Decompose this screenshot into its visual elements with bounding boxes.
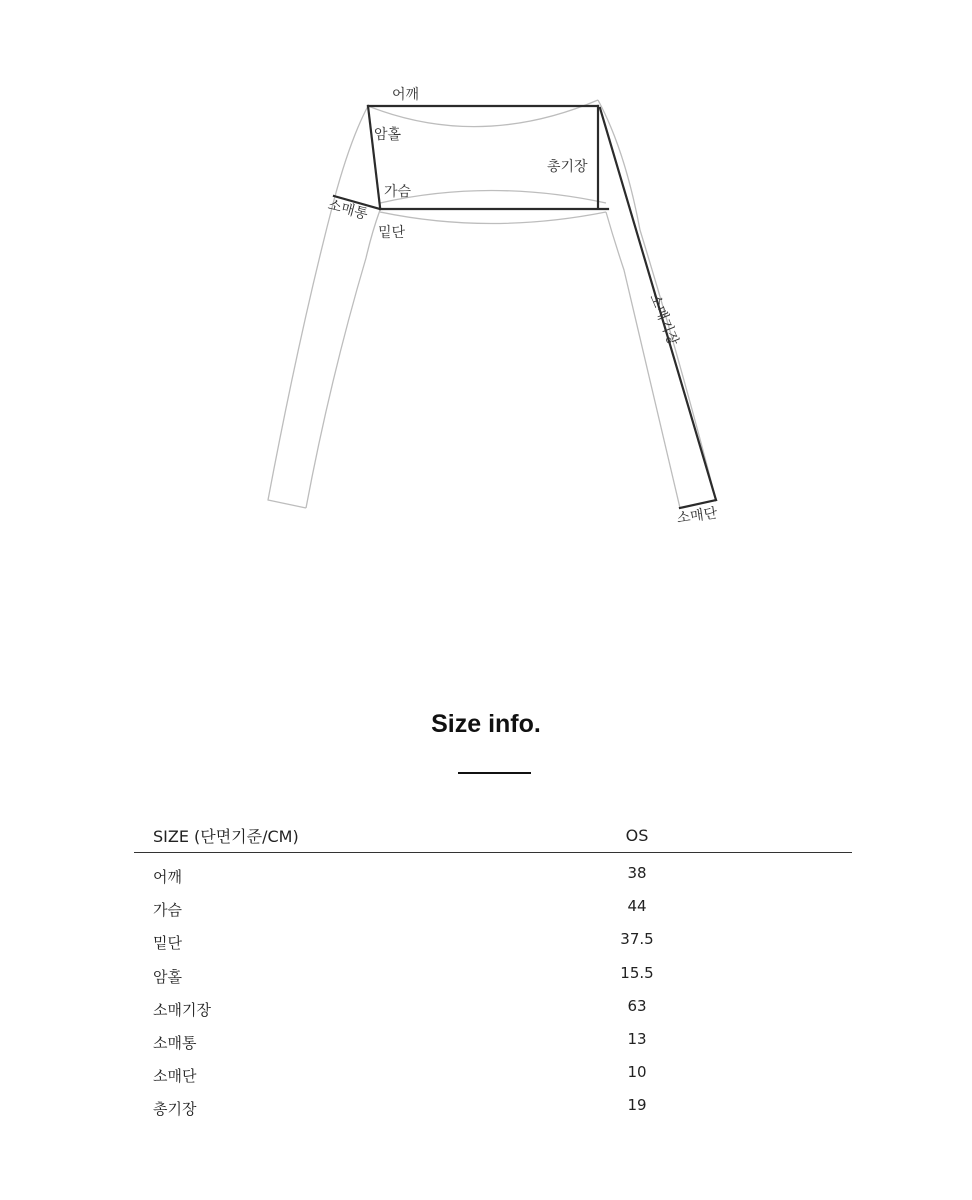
- row-label: 소매통: [153, 1033, 197, 1052]
- table-row: [134, 854, 852, 887]
- row-label: 소매기장: [153, 1000, 211, 1019]
- row-value: 63: [627, 996, 647, 1015]
- table-row: [134, 954, 852, 987]
- sleeve-length-label: 소매기장: [646, 291, 682, 348]
- armhole-label: 암홀: [374, 127, 402, 143]
- sleeve-width-label: 소매통: [326, 197, 370, 223]
- hem-label: 밑단: [378, 225, 406, 241]
- table-row: [134, 887, 852, 920]
- table-row: [134, 987, 852, 1020]
- shoulder-label: 어깨: [392, 87, 420, 103]
- row-label: 소매단: [153, 1067, 197, 1086]
- table-row: [134, 1053, 852, 1086]
- table-row: [134, 1086, 852, 1119]
- row-label: 가슴: [153, 901, 182, 920]
- table-row: [134, 920, 852, 953]
- row-value: 19: [627, 1096, 647, 1115]
- row-value: 10: [627, 1063, 647, 1082]
- row-label: 밑단: [153, 934, 182, 953]
- row-value: 13: [627, 1029, 647, 1048]
- title-underline: [458, 772, 531, 774]
- table-header: [134, 818, 852, 853]
- table-row: [134, 1020, 852, 1053]
- size-table: [134, 818, 852, 1120]
- row-label: 총기장: [153, 1100, 197, 1119]
- chest-label: 가슴: [384, 184, 412, 200]
- row-label: 어깨: [153, 868, 182, 886]
- row-label: 암홀: [153, 967, 182, 986]
- size-info-title: Size info.: [431, 710, 541, 738]
- row-value: 44: [627, 897, 647, 916]
- row-value: 37.5: [620, 930, 654, 949]
- row-value: 38: [627, 864, 647, 882]
- garment-diagram: [0, 0, 972, 560]
- total-length-label: 총기장: [547, 159, 588, 175]
- header-size-label: SIZE (단면기준/CM): [153, 827, 299, 846]
- row-value: 15.5: [620, 963, 654, 982]
- crop-top-sketch: [0, 0, 972, 560]
- header-size-os: OS: [625, 826, 649, 845]
- cuff-label: 소매단: [675, 505, 719, 527]
